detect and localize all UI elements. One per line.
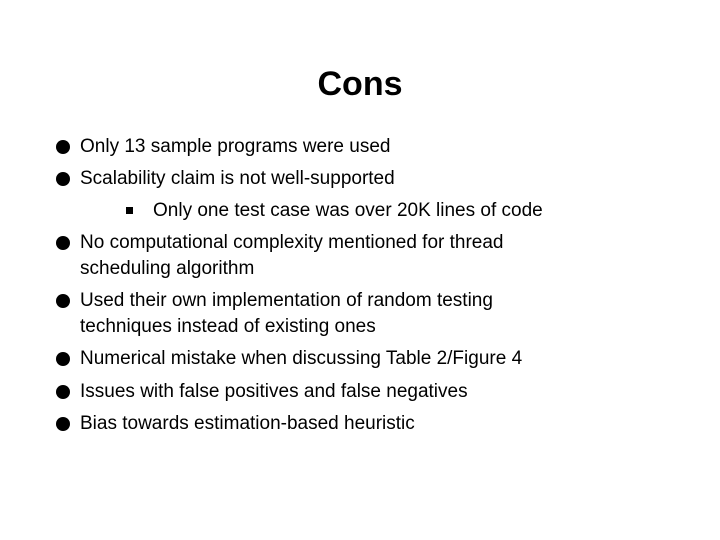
bullet-line: techniques instead of existing ones [80, 316, 376, 337]
bullet-text [80, 228, 680, 284]
bullet-line: Only 13 sample programs were used [80, 136, 391, 157]
bullet-line: scheduling algorithm [80, 258, 255, 279]
sub-bullet-text: Only one test case was over 20K lines of code [153, 200, 543, 221]
square-bullet-icon [126, 207, 133, 214]
bullet-line: Issues with false positives and false negatives [80, 381, 468, 402]
bullet-line: No computational complexity mentioned for thread [80, 232, 504, 253]
bullet-line: Scalability claim is not well-supported [80, 168, 395, 189]
slide-title-text: Cons [317, 65, 403, 103]
bullet-dot-icon [56, 140, 70, 154]
bullet-line: Used their own implementation of random testing [80, 290, 493, 311]
bullet-text [80, 132, 680, 162]
bullet-dot-icon [56, 352, 70, 366]
bullet-text [80, 377, 680, 407]
bullet-text [80, 164, 680, 194]
bullet-dot-icon [56, 236, 70, 250]
bullet-line: Numerical mistake when discussing Table 2/Figure 4 [80, 348, 523, 369]
bullet-text [80, 409, 680, 439]
bullet-line: Bias towards estimation-based heuristic [80, 413, 415, 434]
bullet-dot-icon [56, 294, 70, 308]
bullet-dot-icon [56, 172, 70, 186]
bullet-dot-icon [56, 417, 70, 431]
bullet-text [80, 344, 680, 374]
bullet-dot-icon [56, 385, 70, 399]
bullet-text [80, 286, 680, 342]
